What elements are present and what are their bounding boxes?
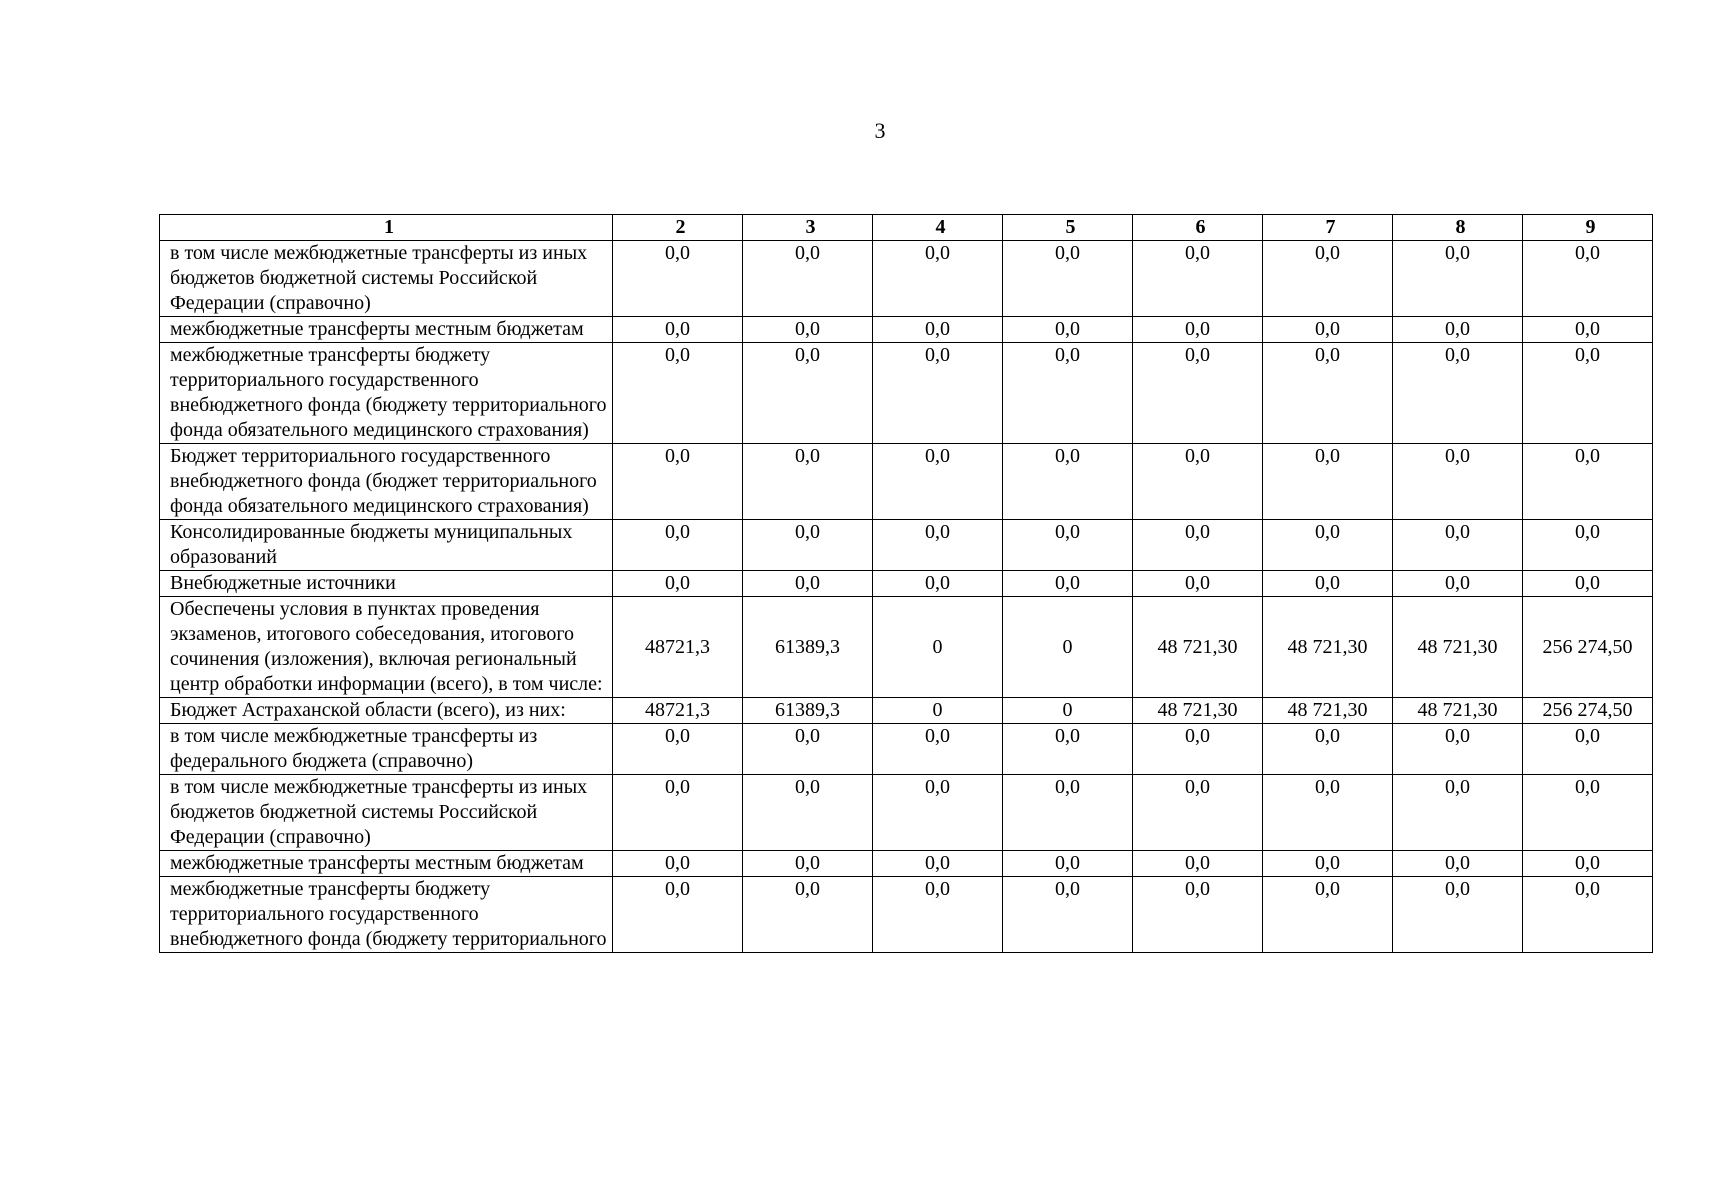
table-cell: 0,0: [743, 343, 873, 444]
table-cell: 0,0: [1393, 724, 1523, 775]
table-cell: 48721,3: [613, 597, 743, 698]
table-cell: 0,0: [873, 775, 1003, 851]
table-cell: 0,0: [1133, 444, 1263, 520]
table-cell: 0,0: [1523, 775, 1653, 851]
row-label: межбюджетные трансферты местным бюджетам: [160, 851, 613, 877]
table-cell: 0,0: [1263, 444, 1393, 520]
table-cell: 256 274,50: [1523, 698, 1653, 724]
table-row: [160, 571, 1653, 597]
table-cell: 0,0: [1393, 241, 1523, 317]
table-cell: 0,0: [1523, 343, 1653, 444]
table-cell: 0,0: [613, 571, 743, 597]
table-row: [160, 520, 1653, 571]
table-cell: 0,0: [613, 444, 743, 520]
row-label: Бюджет Астраханской области (всего), из них:: [160, 698, 613, 724]
table-cell: 0,0: [1393, 520, 1523, 571]
table-row: [160, 317, 1653, 343]
row-label: межбюджетные трансферты местным бюджетам: [160, 317, 613, 343]
table-cell: 0,0: [873, 724, 1003, 775]
table-cell: 0,0: [873, 851, 1003, 877]
table-cell: 0,0: [1393, 851, 1523, 877]
table-cell: 0,0: [1393, 317, 1523, 343]
table-cell: 48 721,30: [1263, 597, 1393, 698]
row-label: Внебюджетные источники: [160, 571, 613, 597]
table-header-row: [160, 215, 1653, 241]
table-cell: 0,0: [873, 444, 1003, 520]
row-label: Консолидированные бюджеты муниципальных образований: [160, 520, 613, 571]
table-cell: 0,0: [1133, 520, 1263, 571]
table-cell: 0,0: [613, 877, 743, 953]
table-cell: 0,0: [873, 520, 1003, 571]
table-cell: 48 721,30: [1133, 698, 1263, 724]
table-cell: 0,0: [1133, 724, 1263, 775]
table-cell: 0,0: [1393, 343, 1523, 444]
column-header: 1: [160, 215, 613, 241]
table-cell: 0,0: [1133, 343, 1263, 444]
column-header: 2: [613, 215, 743, 241]
table-cell: 48 721,30: [1393, 597, 1523, 698]
table-cell: 0: [873, 597, 1003, 698]
table-cell: 0,0: [1263, 520, 1393, 571]
table-cell: 0,0: [873, 241, 1003, 317]
table-cell: 0,0: [1523, 520, 1653, 571]
table-row: [160, 343, 1653, 444]
table-cell: 48 721,30: [1133, 597, 1263, 698]
table-cell: 0,0: [1263, 851, 1393, 877]
table-cell: 0,0: [613, 343, 743, 444]
table-cell: 0,0: [1263, 241, 1393, 317]
table-cell: 0,0: [613, 317, 743, 343]
table-cell: 0,0: [743, 317, 873, 343]
row-label: межбюджетные трансферты бюджету территориального государственного внебюджетного фонда (бюджету территориального: [160, 877, 613, 953]
column-header: 9: [1523, 215, 1653, 241]
page-number: 3: [874, 118, 886, 143]
row-label: в том числе межбюджетные трансферты из иных бюджетов бюджетной системы Российской Федерации (справочно): [160, 241, 613, 317]
table-cell: 0,0: [743, 724, 873, 775]
row-label: в том числе межбюджетные трансферты из федерального бюджета (справочно): [160, 724, 613, 775]
table-cell: 256 274,50: [1523, 597, 1653, 698]
table-row: [160, 851, 1653, 877]
table-cell: 0,0: [613, 724, 743, 775]
table-cell: 61389,3: [743, 698, 873, 724]
table-cell: 0,0: [743, 775, 873, 851]
table-row: [160, 241, 1653, 317]
table-cell: 0,0: [1133, 877, 1263, 953]
budget-table: [159, 214, 1653, 953]
table-cell: 0,0: [1523, 317, 1653, 343]
table-cell: 48 721,30: [1393, 698, 1523, 724]
table-cell: 0,0: [743, 444, 873, 520]
table-cell: 0,0: [1133, 851, 1263, 877]
table-cell: 0,0: [743, 851, 873, 877]
table-cell: 0,0: [1523, 877, 1653, 953]
table-cell: 0,0: [1003, 775, 1133, 851]
table-cell: 0,0: [1003, 317, 1133, 343]
table-cell: 0,0: [1523, 444, 1653, 520]
table-cell: 0,0: [743, 241, 873, 317]
table-cell: 0,0: [1003, 877, 1133, 953]
table-cell: 0,0: [1003, 343, 1133, 444]
table-cell: 0,0: [1133, 775, 1263, 851]
table-cell: 0,0: [873, 877, 1003, 953]
table-cell: 0,0: [1393, 444, 1523, 520]
table-cell: 0,0: [613, 851, 743, 877]
table-cell: 0,0: [1263, 724, 1393, 775]
table-cell: 0,0: [613, 520, 743, 571]
table-cell: 0,0: [873, 343, 1003, 444]
table-cell: 0,0: [1263, 343, 1393, 444]
table-row: [160, 698, 1653, 724]
table-cell: 0: [1003, 698, 1133, 724]
table-cell: 0,0: [1523, 571, 1653, 597]
table-cell: 0,0: [1263, 317, 1393, 343]
row-label: в том числе межбюджетные трансферты из иных бюджетов бюджетной системы Российской Федерации (справочно): [160, 775, 613, 851]
table-cell: 0,0: [613, 775, 743, 851]
column-header: 4: [873, 215, 1003, 241]
table-cell: 0,0: [1003, 520, 1133, 571]
table-cell: 48 721,30: [1263, 698, 1393, 724]
table-row: [160, 724, 1653, 775]
table-cell: 0,0: [1523, 851, 1653, 877]
table-cell: 0,0: [1003, 241, 1133, 317]
table-row: [160, 877, 1653, 953]
table-cell: 0,0: [1003, 444, 1133, 520]
row-label: Бюджет территориального государственного внебюджетного фонда (бюджет территориального фонда обязательного медицинского страхования): [160, 444, 613, 520]
table-cell: 0,0: [873, 571, 1003, 597]
table-cell: 0,0: [1133, 571, 1263, 597]
table-row: [160, 775, 1653, 851]
table-cell: 0,0: [1393, 877, 1523, 953]
column-header: 8: [1393, 215, 1523, 241]
table-cell: 0,0: [1523, 241, 1653, 317]
table-cell: 48721,3: [613, 698, 743, 724]
table-cell: 0,0: [1003, 571, 1133, 597]
table-cell: 0,0: [613, 241, 743, 317]
row-label: Обеспечены условия в пунктах проведения экзаменов, итогового собеседования, итогового сочинения (изложения), включая региональный центр обработки информации (всего), в том числе:: [160, 597, 613, 698]
table-cell: 0,0: [1393, 775, 1523, 851]
table-cell: 0,0: [1133, 241, 1263, 317]
table-cell: 0,0: [1133, 317, 1263, 343]
table-cell: 0,0: [743, 571, 873, 597]
table-cell: 0,0: [743, 877, 873, 953]
column-header: 6: [1133, 215, 1263, 241]
column-header: 5: [1003, 215, 1133, 241]
table-cell: 61389,3: [743, 597, 873, 698]
table-row: [160, 444, 1653, 520]
table-row: [160, 597, 1653, 698]
table-cell: 0: [873, 698, 1003, 724]
table-cell: 0,0: [743, 520, 873, 571]
table-cell: 0: [1003, 597, 1133, 698]
table-cell: 0,0: [1003, 724, 1133, 775]
table-cell: 0,0: [1393, 571, 1523, 597]
column-header: 3: [743, 215, 873, 241]
row-label: межбюджетные трансферты бюджету территориального государственного внебюджетного фонда (бюджету территориального фонда обязательного медицинского страхования): [160, 343, 613, 444]
table-cell: 0,0: [1263, 775, 1393, 851]
table-cell: 0,0: [873, 317, 1003, 343]
table-cell: 0,0: [1523, 724, 1653, 775]
table-cell: 0,0: [1263, 571, 1393, 597]
column-header: 7: [1263, 215, 1393, 241]
table-cell: 0,0: [1263, 877, 1393, 953]
table-cell: 0,0: [1003, 851, 1133, 877]
